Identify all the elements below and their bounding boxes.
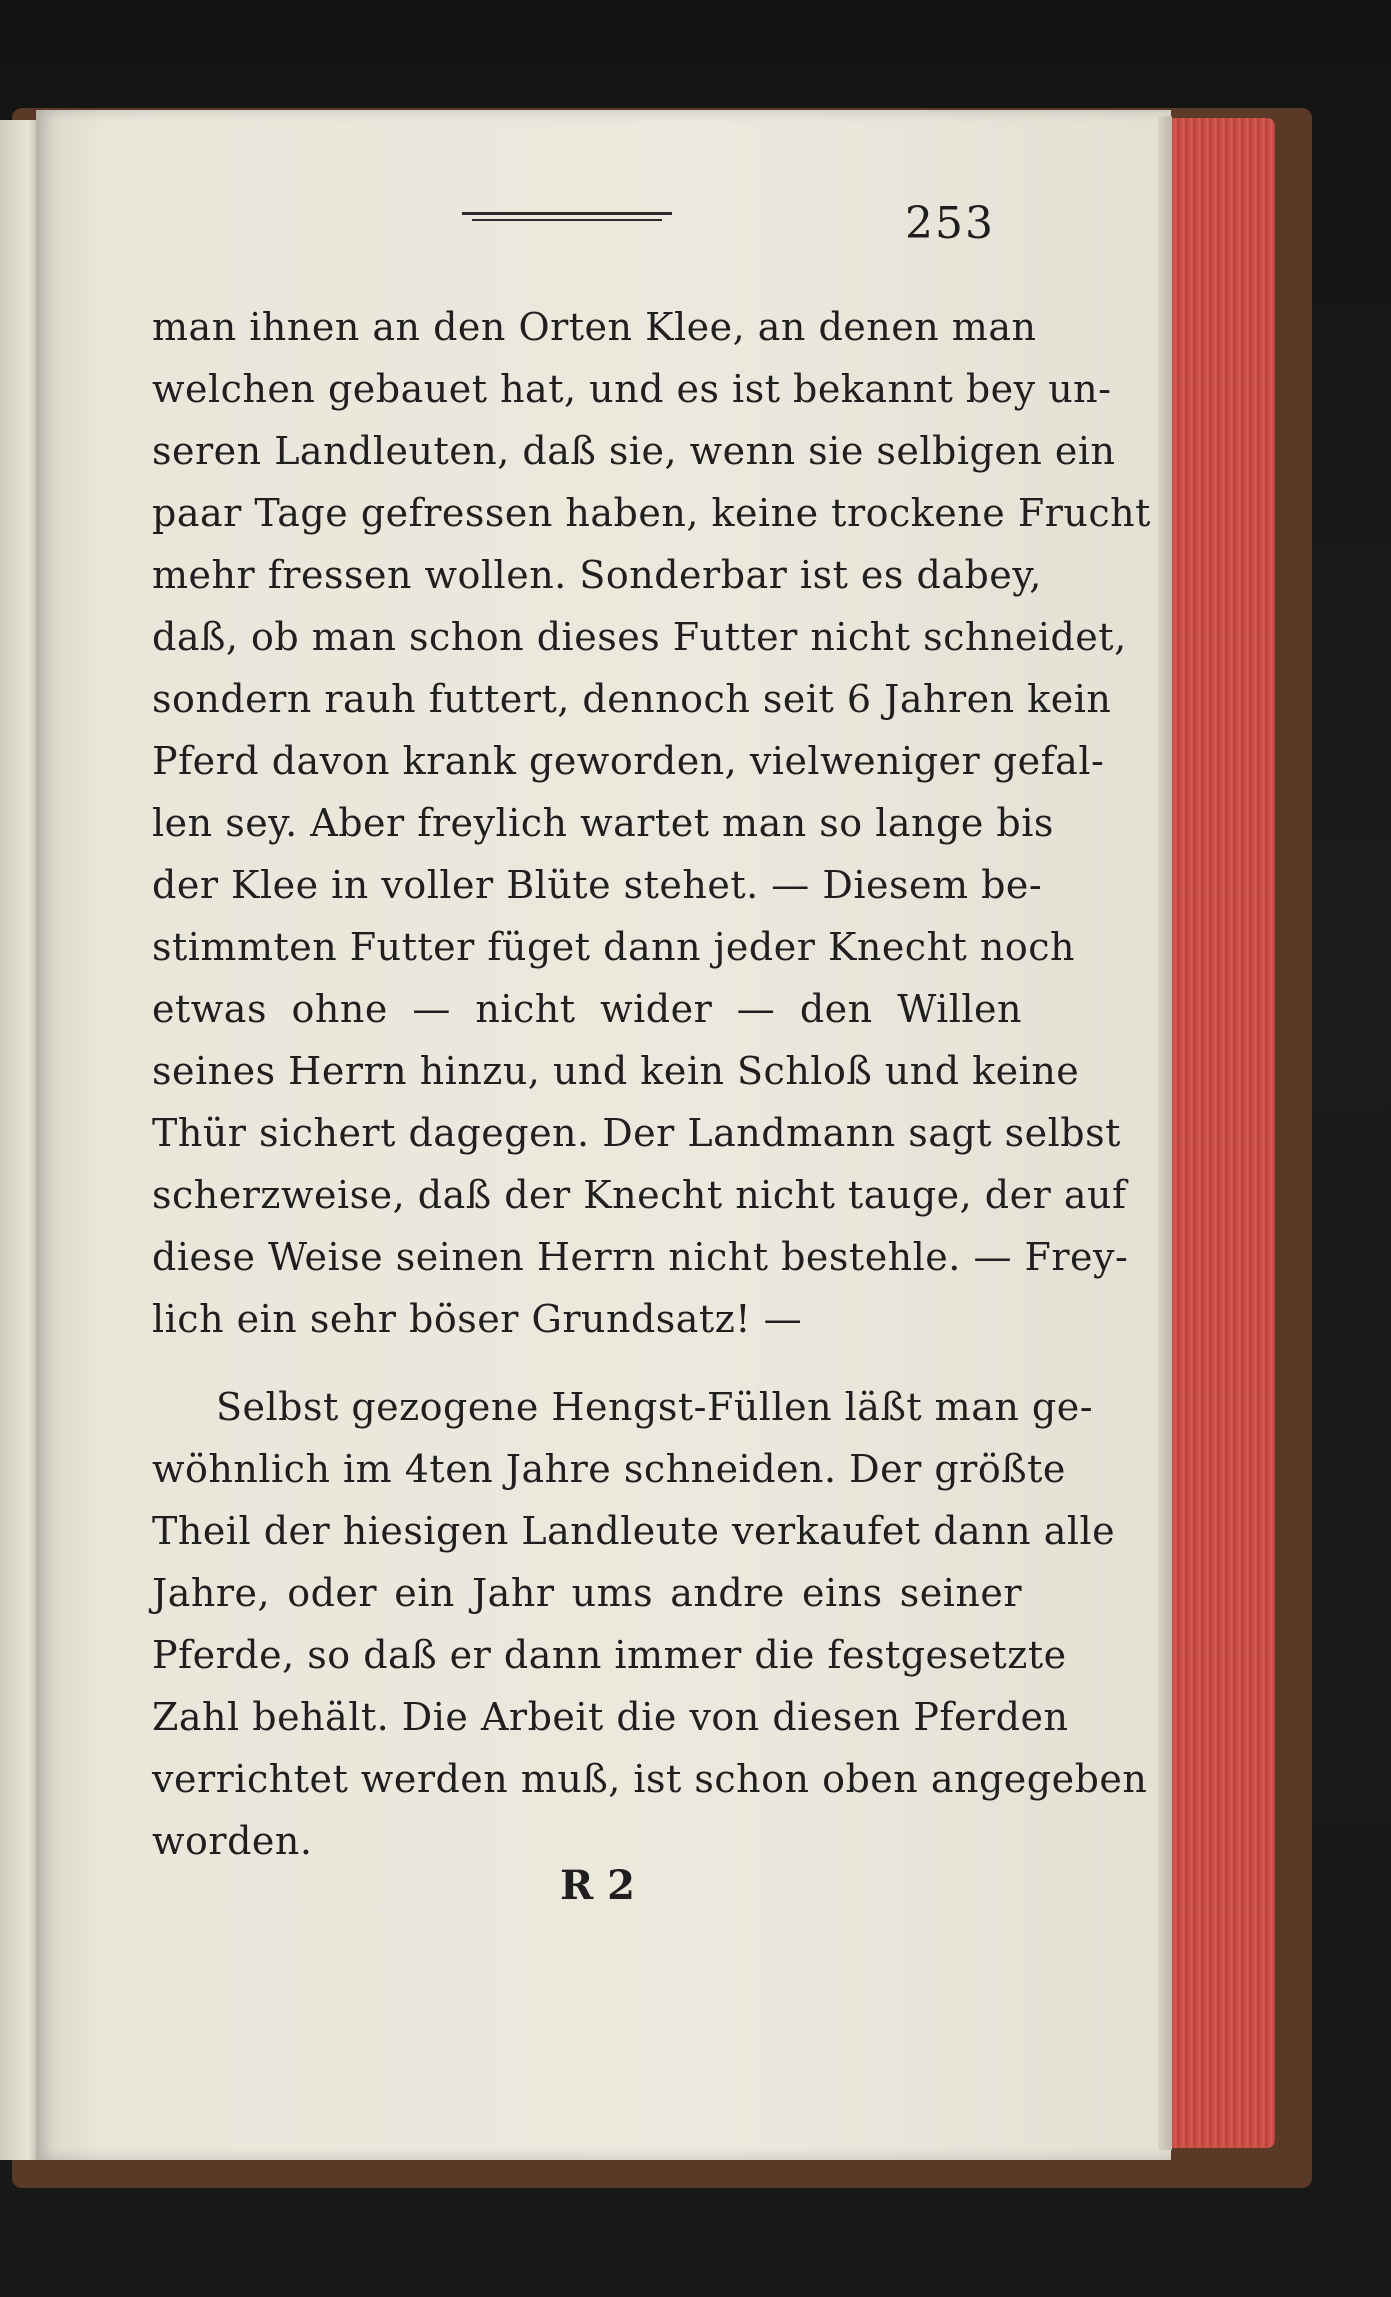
text-line: sondern rauh futtert, dennoch seit 6 Jahren kein [152,677,1112,721]
text-line: etwas ohne — nicht wider — den Willen [152,987,1022,1031]
text-line: Zahl behält. Die Arbeit die von diesen Pferden [152,1695,1069,1739]
text-line: Pferd davon krank geworden, vielweniger gefal- [152,739,1105,783]
text-line: Jahre, oder ein Jahr ums andre eins seiner [152,1571,1022,1615]
paragraph-1 [152,296,1151,1350]
page-number: 253 [905,198,995,249]
text-line: mehr fressen wollen. Sonderbar ist es dabey, [152,553,1042,597]
text-line: Pferde, so daß er dann immer die festgesetzte [152,1633,1067,1677]
text-line: man ihnen an den Orten Klee, an denen man [152,305,1037,349]
text-line: Theil der hiesigen Landleute verkaufet dann alle [152,1509,1116,1553]
text-line: wöhnlich im 4ten Jahre schneiden. Der größte [152,1447,1066,1491]
paragraph-2 [152,1376,1148,1872]
text-line: scherzweise, daß der Knecht nicht tauge, der auf [152,1173,1127,1217]
text-line: seren Landleuten, daß sie, wenn sie selbigen ein [152,429,1116,473]
red-page-edges [1165,118,1275,2148]
text-line: paar Tage gefressen haben, keine trockene Frucht [152,491,1151,535]
text-line: seines Herrn hinzu, und kein Schloß und keine [152,1049,1080,1093]
text-line: der Klee in voller Blüte stehet. — Diesem be- [152,863,1043,907]
text-line: worden. [152,1819,313,1863]
text-line: lich ein sehr böser Grundsatz! — [152,1297,803,1341]
signature-mark: R 2 [560,1862,635,1909]
text-line: Thür sichert dagegen. Der Landmann sagt selbst [152,1111,1121,1155]
facing-page-edge [0,120,40,2160]
text-line: Selbst gezogene Hengst-Füllen läßt man ge- [216,1385,1094,1429]
text-line: welchen gebauet hat, und es ist bekannt bey un- [152,367,1112,411]
text-line: diese Weise seinen Herrn nicht bestehle. — Frey- [152,1235,1129,1279]
text-line: daß, ob man schon dieses Futter nicht schneidet, [152,615,1127,659]
text-line: stimmten Futter füget dann jeder Knecht noch [152,925,1076,969]
page-fore-edge [1158,116,1172,2150]
text-line: len sey. Aber freylich wartet man so lange bis [152,801,1054,845]
page-body [152,296,1151,1872]
header-rule [462,212,672,226]
text-line: verrichtet werden muß, ist schon oben angegeben [152,1757,1148,1801]
